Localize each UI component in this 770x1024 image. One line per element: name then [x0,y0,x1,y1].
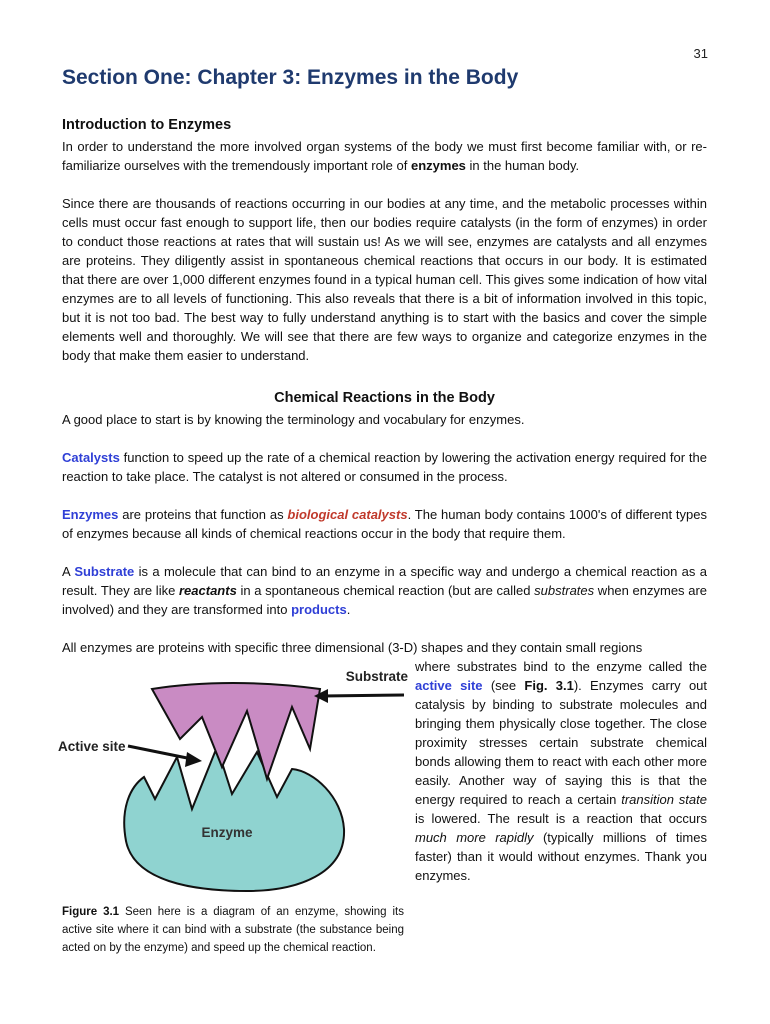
substrate-text-3: when enzymes are involved) and they are transformed into [62,583,707,617]
catalysts-paragraph [62,448,707,486]
catalysts-text: function to speed up the rate of a chemical reaction by lowering the activation energy required for the reaction to take place. The catalyst is not altered or consumed in the process. [62,450,707,484]
intro-paragraph-2: Since there are thousands of reactions occurring in our bodies at any time, and the metabolic processes within cells must occur fast enough to support life, then our bodies require catalysts (in the form of enzymes) in order to conduct those reactions at rates that will sustain us! As we will see, enzymes are catalysts and all enzymes are proteins. They diligently assist in spontaneous chemical reactions that occurs in our body. It is estimated that there are over 1,000 different enzymes found in a typical human cell. This gives some indication of how vital enzymes are to all levels of functioning. This also reveals that there is a bit of information involved in this topic, but it is not too bad. The best way to fully understand anything is to start with the basics and cover the simple elements well and thoroughly. We will see that there are few ways to organize and categorize enzymes in the body that make them easier to understand. [62,196,707,363]
intro-p1-text: In order to understand the more involved organ systems of the body we must first become familiar with, or re-familiarize ourselves with the tremendously important role of [62,139,707,173]
substrate-label: Substrate [345,669,408,684]
intro-p1-end: in the human body. [465,158,580,173]
enzymes-def-term: Enzymes [62,507,119,522]
active-site-term: active site [415,678,483,693]
figure-caption [62,903,404,957]
fig-reference: Fig. 3.1 [524,678,574,693]
caption-label: Figure 3.1 [62,906,120,918]
side-text-4: is lowered. The result is a reaction that occurs [415,811,707,826]
substrate-text-a: A [62,564,75,579]
substrate-text-1: is a molecule that can bind to an enzyme in a specific way and undergo a chemical reaction as a result. They are like [62,564,707,598]
enzymes-term: enzymes [410,158,466,173]
catalysts-term: Catalysts [62,450,120,465]
all-enzymes-line: All enzymes are proteins with specific three dimensional (3-D) shapes and they contain small regions [62,640,643,655]
enzymes-text-1: are proteins that function as [118,507,288,522]
reactions-lead: A good place to start is by knowing the terminology and vocabulary for enzymes. [62,412,525,427]
enzymes-text-2: . The human body contains 1000's of different types of enzymes because all kinds of chemical reactions occur in the body that require them. [62,507,707,541]
caption-text: Seen here is a diagram of an enzyme, showing its active site where it can bind with a substrate (the substance being acted on by the enzyme) and speed up the chemical reaction. [62,906,404,954]
biological-catalysts-term: biological catalysts [287,507,408,522]
active-site-label: Active site [58,739,126,754]
enzymes-paragraph [62,505,707,543]
products-term: products [291,602,347,617]
side-text-2: (see [482,678,525,693]
substrates-term: substrates [534,583,595,598]
substrate-arrow [322,695,404,696]
substrate-text-2: in a spontaneous chemical reaction (but are called [236,583,535,598]
intro-paragraph-1 [62,137,707,175]
substrate-term: Substrate [74,564,135,579]
reactions-heading: Chemical Reactions in the Body [274,390,495,406]
reactants-term: reactants [178,583,237,598]
active-site-paragraph [415,657,707,885]
intro-heading: Introduction to Enzymes [62,117,232,133]
page-content [58,112,708,977]
transition-state-term: transition state [621,792,707,807]
substrate-text-4: . [346,602,351,617]
side-text-3: ). Enzymes carry out catalysis by binding to substrate molecules and bringing them physically close together. The close proximity stresses certain substrate chemical bonds allowing them to react with each other more easily. Another way of saying this is that the energy required to reach a certain [415,678,708,807]
side-text-1: where substrates bind to the enzyme called the [415,659,707,674]
side-text-5: (typically millions of times faster) than it would without enzymes. Thank you enzymes. [415,830,707,883]
active-site-arrowhead [185,752,202,767]
much-more-rapidly-term: much more rapidly [415,830,534,845]
page-number: 31 [693,46,708,61]
active-site-arrow [128,746,192,759]
figure-section [58,657,708,977]
section-title: Section One: Chapter 3: Enzymes in the Body [62,66,519,89]
enzyme-shape [124,747,344,891]
enzyme-diagram [52,659,412,894]
enzyme-label: Enzyme [201,825,253,840]
substrate-paragraph [62,562,707,619]
